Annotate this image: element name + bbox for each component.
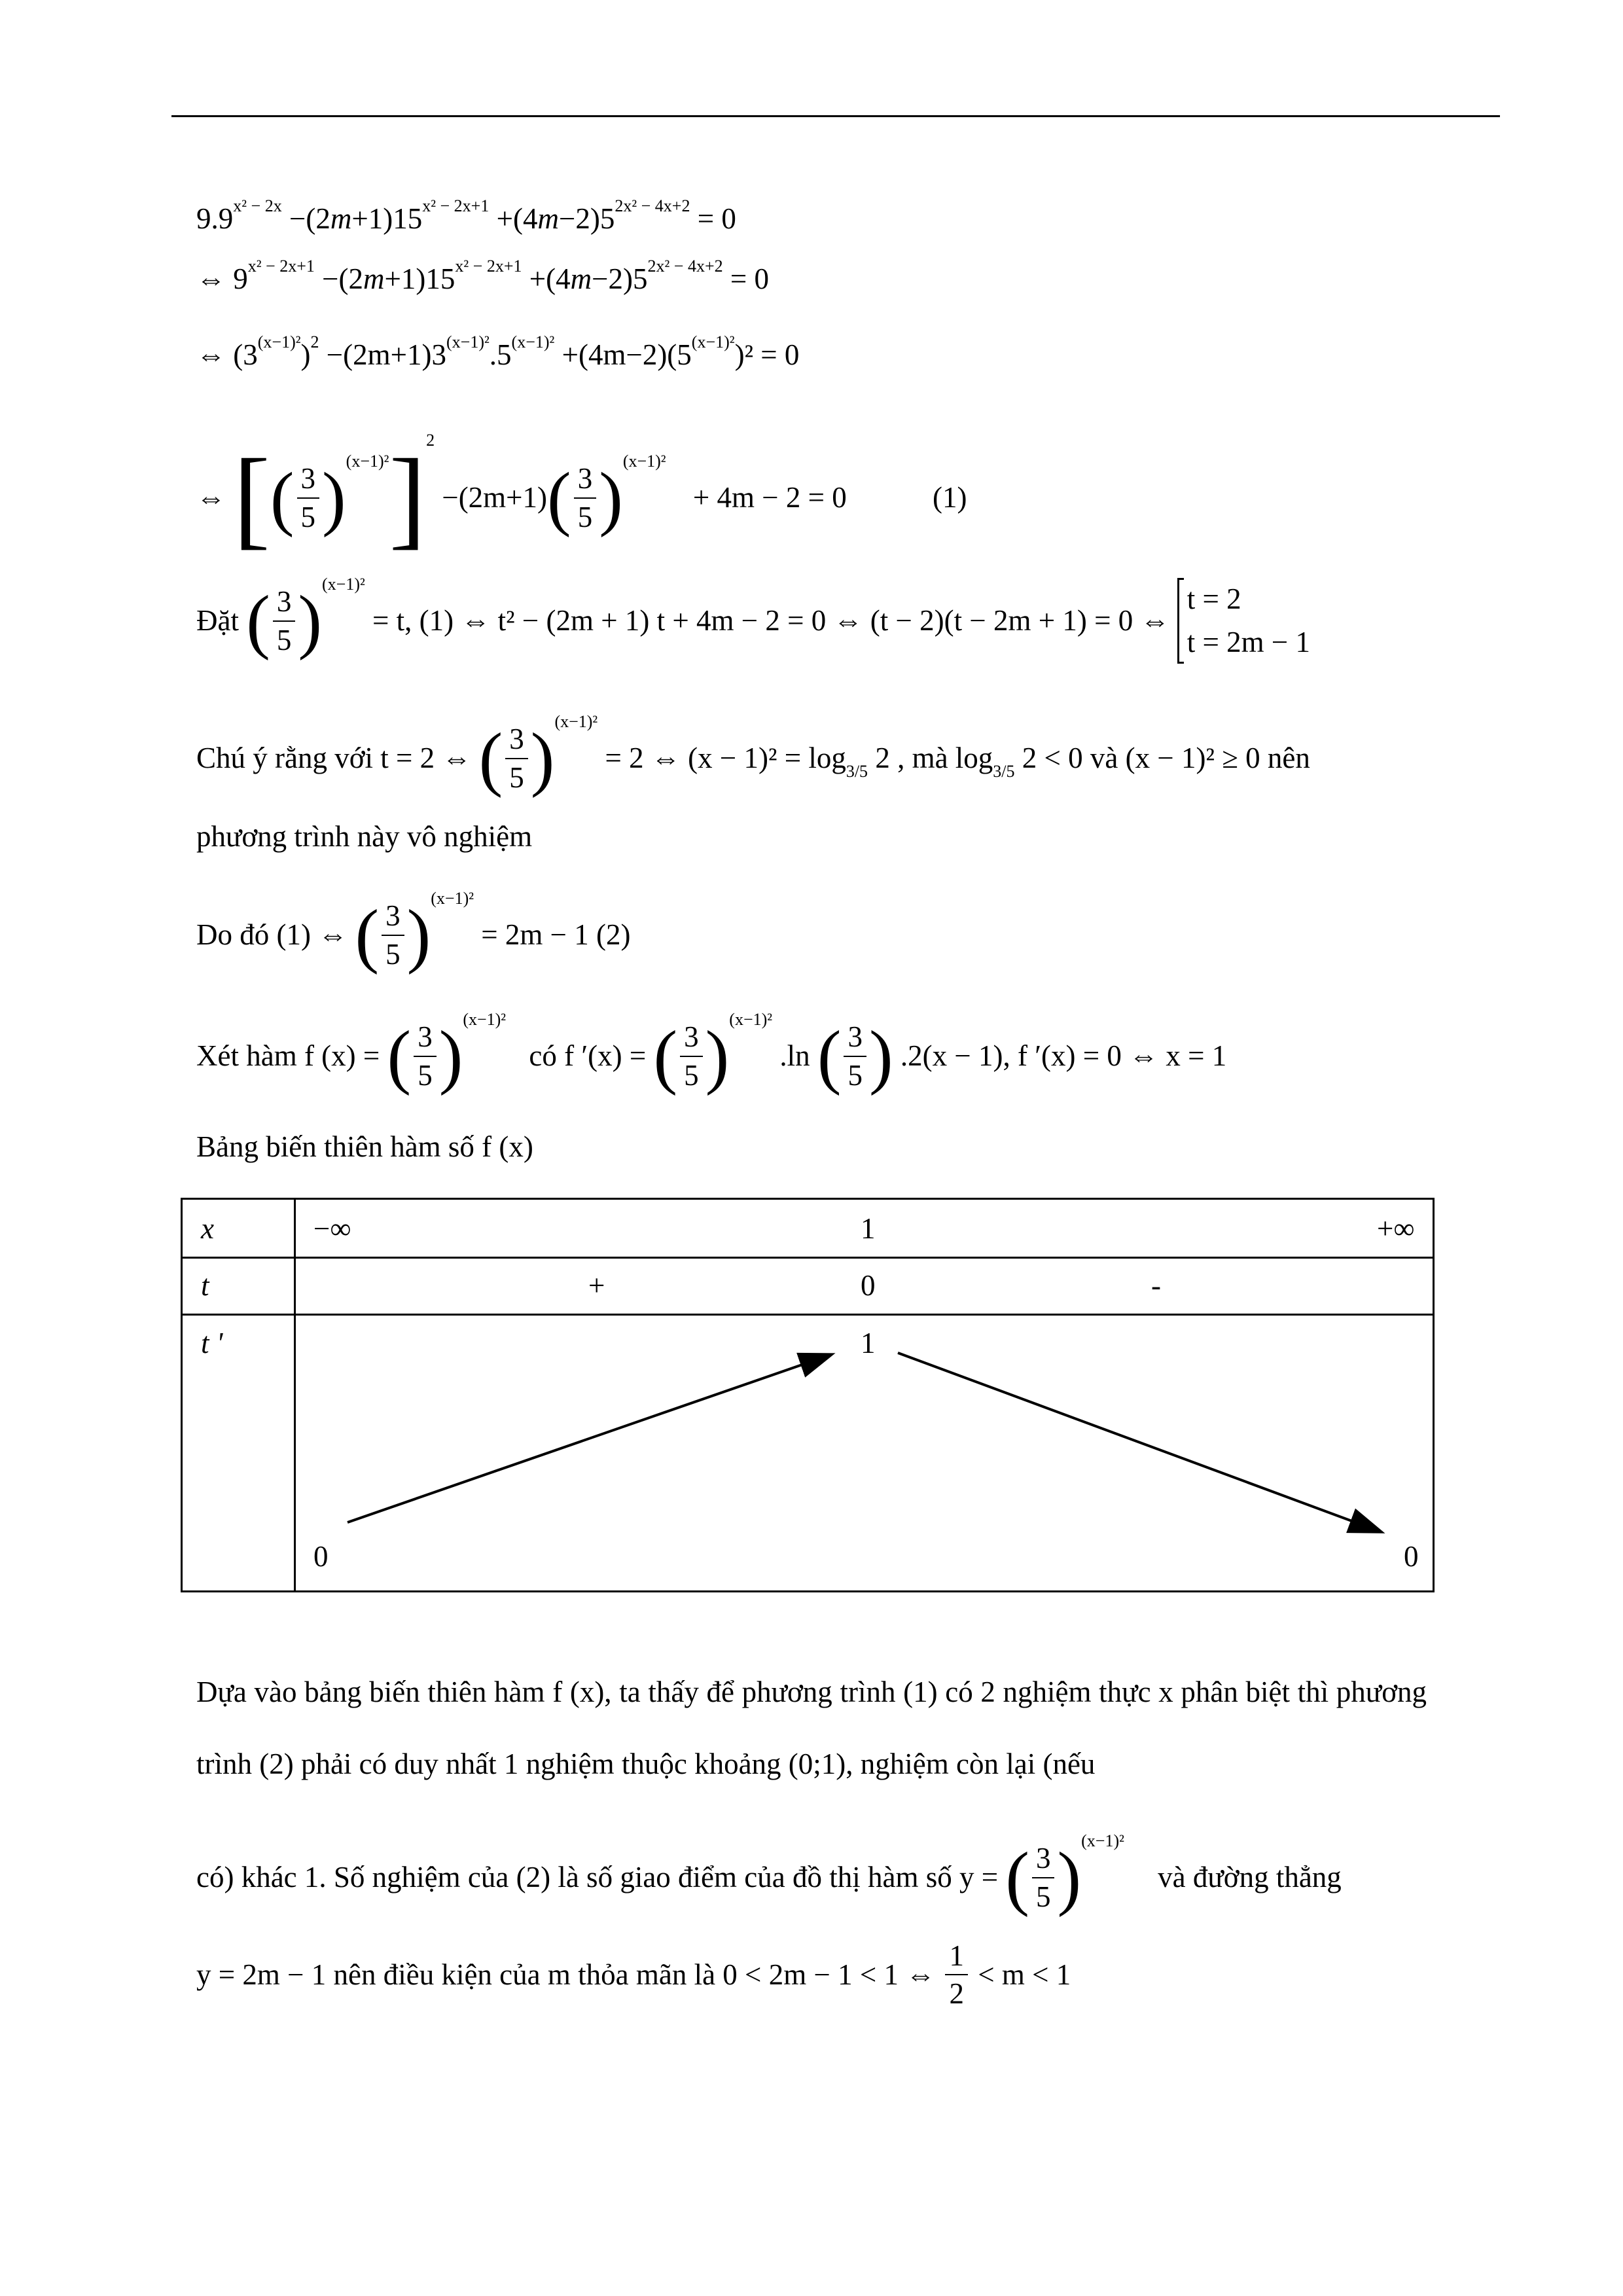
table-row-t xyxy=(183,1257,1433,1316)
text-line-7: phương trình này vô nghiệm xyxy=(196,820,533,853)
fraction-3-5: $\frac{3}{5}$ xyxy=(297,460,320,535)
pos-infinity: +∞ xyxy=(1377,1212,1415,1245)
neg-infinity: −∞ xyxy=(313,1212,351,1245)
equation-line-8: Do đó (1) ⇔ ( $\frac{3}{5}$ )(x−1)² = 2m − 1 (2) xyxy=(196,889,631,975)
table-caption: Bảng biến thiên hàm số f (x) xyxy=(196,1130,533,1163)
right-limit: 0 xyxy=(1404,1540,1419,1573)
table-row-x xyxy=(183,1200,1433,1259)
equation-line-4: ⇔ [( $\frac{3}{5}$ )(x−1)²]2 −(2m+1)( $\frac{3}{5}$ )(x−1)² + 4m − 2 = 0 (1) xyxy=(196,431,967,560)
equation-line-3: ⇔ $(3^{(x-1)^2})^2 -(2m+1)3^{(x-1)^2}.5^{(x-1)^2} +(4m-2)(5^{(x-1)^2})^2 = 0$ xyxy=(196,332,800,371)
row-label-t: t xyxy=(201,1269,209,1302)
case-system: t = 2 t = 2m − 1 xyxy=(1177,578,1310,664)
conclusion-paragraph-1: Dựa vào bảng biến thiên hàm f (x), ta thấy để phương trình (1) có 2 nghiệm thực x phân biệt thì phương trình (2) phải có duy nhất 1 nghiệm thuộc khoảng (0;1), nghiệm còn lại (nếu xyxy=(196,1676,1427,1780)
equation-line-6: Chú ý rằng với t = 2 ⇔ ( $\frac{3}{5}$ )(x−1)² = 2 ⇔ $(x - 1)^2 = \log_{3/5} 2$ , mà $\log_{3/5} 2 < 0$ và (x − 1)² ≥ 0 nên xyxy=(196,712,1310,798)
table-row-t-prime xyxy=(183,1316,1433,1590)
max-value: 1 xyxy=(861,1327,876,1359)
equation-line-2: ⇔ $9^{x^2 - 2x+1} -(2m+1)15^{x^2 - 2x+1} +(4m-2)5^{2x^2 - 4x+2} = 0$ xyxy=(196,257,770,295)
sign-minus: - xyxy=(1151,1269,1161,1302)
conclusion-line-3: y = 2m − 1 nên điều kiện của m thỏa mãn là 0 < 2m − 1 < 1 ⇔ $\frac{1}{2}$ < m < 1 xyxy=(196,1937,1071,2013)
sign-plus: + xyxy=(588,1269,605,1302)
decreasing-arrow xyxy=(898,1353,1380,1532)
equation-line-5: Đặt ( $\frac{3}{5}$ )(x−1)² = t, (1) ⇔ t² − (2m + 1) t + 4m − 2 = 0 ⇔ (t − 2)(t − 2m + 1) = 0 ⇔ t = 2 t = 2m − 1 xyxy=(196,576,1310,664)
increasing-arrow xyxy=(348,1355,830,1522)
variation-table xyxy=(181,1198,1435,1592)
equation-line-1: $9.9^{x^2 - 2x} -(2m+1)15^{x^2 - 2x+1} +(4m-2)5^{2x^2 - 4x+2} = 0$ xyxy=(196,196,736,235)
sign-zero: 0 xyxy=(861,1269,876,1302)
left-limit: 0 xyxy=(313,1540,329,1573)
equation-line-9: Xét hàm f (x) = ( $\frac{3}{5}$ )(x−1)² có f ′(x) = ( $\frac{3}{5}$ )(x−1)² .ln ( $\frac{3}{5}$ ) .2(x − 1), f ′(x) = 0 ⇔ x = 1 xyxy=(196,1010,1227,1096)
conclusion-line-2: có) khác 1. Số nghiệm của (2) là số giao điểm của đồ thị hàm số y = ( $\frac{3}{5}$ )(x−1)² và đường thẳng xyxy=(196,1831,1342,1918)
row-label-x: x xyxy=(201,1212,214,1245)
variation-arrows xyxy=(183,1316,1433,1590)
row-label-t-prime: t ' xyxy=(201,1327,223,1359)
header-rule xyxy=(171,115,1500,117)
x-critical: 1 xyxy=(861,1212,876,1245)
